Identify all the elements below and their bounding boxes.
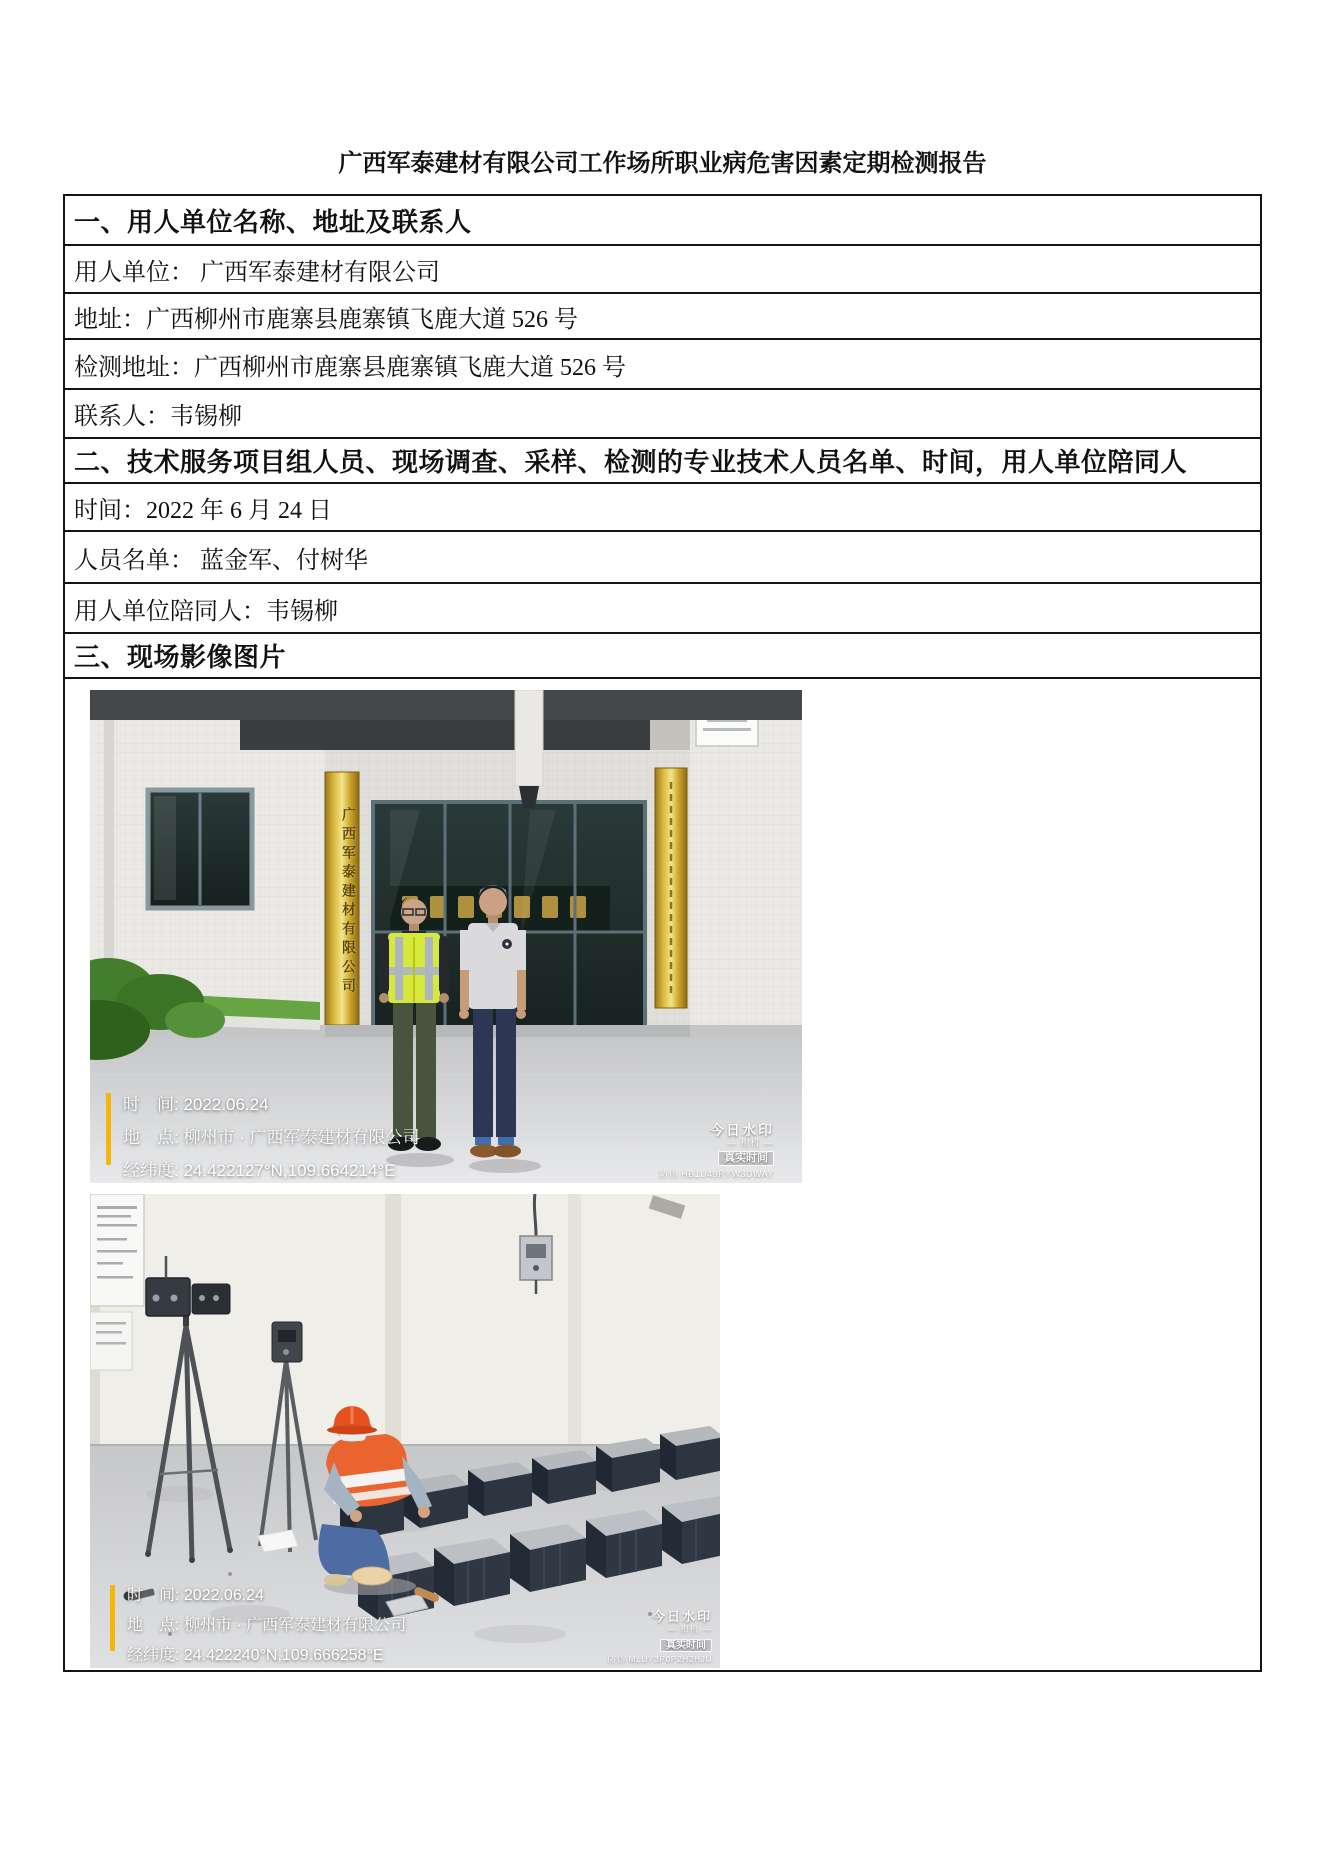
photo1-watermark: [106, 1090, 420, 1183]
gold-plaque-right: [655, 768, 687, 1008]
canopy-column: [515, 690, 543, 786]
section3-header: 三、现场影像图片: [65, 634, 1260, 679]
badge-anti-fake-code: 防伪 MLUY3P0P2H2HJU: [607, 1654, 712, 1665]
watermark-yellow-bar: [110, 1585, 115, 1651]
photo-entrance: [90, 690, 802, 1183]
photo1-coords: 经纬度: 24.422127°N,109.664214°E: [123, 1161, 396, 1180]
photo2-app-badge: [608, 1610, 712, 1665]
watermark-yellow-bar: [106, 1093, 111, 1165]
photo1-time: 时 间: 2022.06.24: [123, 1095, 269, 1114]
row-contact: 联系人：韦锡柳: [65, 390, 1260, 439]
badge-realtime-tag: 真实时间: [718, 1151, 774, 1166]
photos-cell: [65, 679, 1260, 1670]
row-accompany: 用人单位陪同人：韦锡柳: [65, 584, 1260, 634]
report-table: [63, 194, 1262, 1672]
blue-socks: [475, 1137, 491, 1145]
row-date: 时间：2022 年 6 月 24 日: [65, 484, 1260, 532]
sampler-unit: [146, 1278, 190, 1316]
photo2-place: 地 点: 柳州市 · 广西军泰建材有限公司: [127, 1617, 407, 1634]
sampler-unit: [192, 1284, 230, 1314]
badge-app-name: 今日水印: [651, 1609, 712, 1625]
badge-camera-label: — 相机 —: [726, 1137, 774, 1148]
badge-app-name: 今日水印: [710, 1121, 774, 1138]
photo2-watermark: [110, 1582, 406, 1668]
window: [148, 790, 252, 908]
section1-header: 一、用人单位名称、地址及联系人: [65, 196, 1260, 246]
photo1-place: 地 点: 柳州市 · 广西军泰建材有限公司: [123, 1128, 420, 1147]
badge-anti-fake-code: 防伪 HB1U49RYW3DWAY: [659, 1168, 774, 1179]
row-staff: 人员名单： 蓝金军、付树华: [65, 532, 1260, 584]
badge-realtime-tag: 真实时间: [660, 1639, 712, 1653]
section2-header: 二、技术服务项目组人员、现场调查、采样、检测的专业技术人员名单、时间，用人单位陪同人: [65, 439, 1260, 484]
page-title: 广西军泰建材有限公司工作场所职业病危害因素定期检测报告: [338, 151, 987, 177]
photo-worksite: [90, 1194, 720, 1668]
photo1-app-badge: [659, 1122, 774, 1179]
photo2-coords: 经纬度: 24.422240°N,109.666258°E: [127, 1647, 384, 1664]
row-address: 地址：广西柳州市鹿寨县鹿寨镇飞鹿大道 526 号: [65, 294, 1260, 340]
badge-camera-label: — 相机 —: [667, 1624, 712, 1635]
company-plaque-text: 广西军泰建材有限公司: [340, 807, 355, 997]
row-test-address: 检测地址：广西柳州市鹿寨县鹿寨镇飞鹿大道 526 号: [65, 340, 1260, 390]
row-employer: 用人单位： 广西军泰建材有限公司: [65, 246, 1260, 294]
photo2-time: 时 间: 2022.06.24: [127, 1587, 264, 1604]
